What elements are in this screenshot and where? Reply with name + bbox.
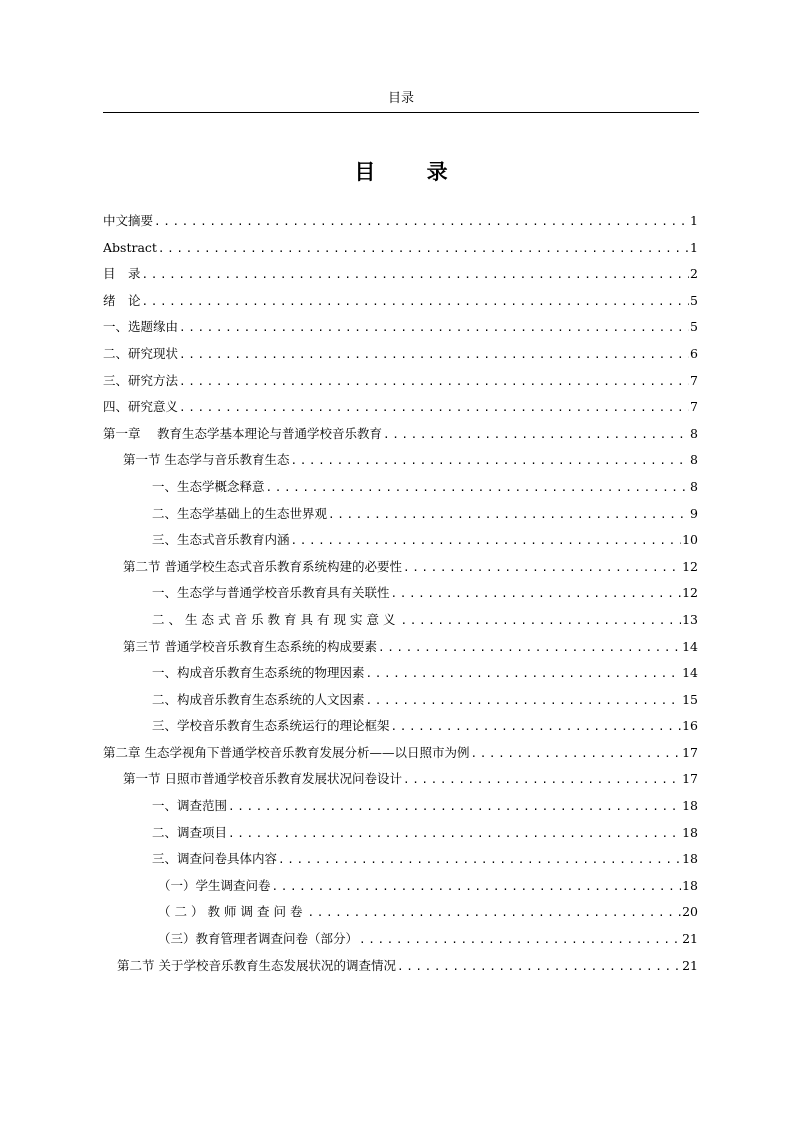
toc-entry-page-number: 10 xyxy=(682,532,698,548)
toc-entry[interactable] xyxy=(103,261,698,288)
toc-dot-leader xyxy=(179,315,689,341)
toc-title: 目 录 xyxy=(354,159,470,184)
toc-entry-label: 绪 论 xyxy=(103,292,141,308)
toc-entry-label: 三、学校音乐教育生态系统运行的理论框架 xyxy=(152,718,390,734)
toc-dot-leader xyxy=(266,475,690,501)
toc-dot-leader xyxy=(142,289,690,315)
toc-entry-page-number: 7 xyxy=(690,372,698,388)
toc-entry[interactable] xyxy=(103,527,698,554)
toc-entry-label: 三、调查问卷具体内容 xyxy=(152,851,278,867)
toc-entry[interactable] xyxy=(103,394,698,421)
toc-entry-page-number: 12 xyxy=(682,585,698,601)
toc-dot-leader xyxy=(401,608,682,634)
toc-entry[interactable] xyxy=(103,554,698,581)
toc-entry-page-number: 1 xyxy=(690,213,698,228)
toc-entry-label: 二、构成音乐教育生态系统的人文因素 xyxy=(152,691,365,707)
toc-entry-label: 第一章 教育生态学基本理论与普通学校音乐教育 xyxy=(103,425,382,441)
toc-entry-label: 二、生态学基础上的生态世界观 xyxy=(152,505,328,521)
toc-dot-leader xyxy=(470,741,681,767)
toc-dot-leader xyxy=(366,661,682,687)
toc-dot-leader xyxy=(158,236,689,262)
toc-entry-label: 目 录 xyxy=(103,266,141,282)
toc-entry-page-number: 9 xyxy=(690,505,698,521)
toc-dot-leader xyxy=(142,262,690,288)
toc-entry[interactable] xyxy=(103,926,698,953)
toc-entry-label: （三）教育管理者调查问卷（部分） xyxy=(158,931,359,947)
toc-entry[interactable] xyxy=(103,766,698,793)
toc-entry[interactable] xyxy=(103,607,698,634)
toc-dot-leader xyxy=(179,342,689,368)
toc-entry-label: 二、调查项目 xyxy=(152,824,228,840)
toc-entry-page-number: 8 xyxy=(690,425,698,441)
toc-dot-leader xyxy=(378,635,681,661)
toc-entry[interactable] xyxy=(103,368,698,395)
toc-entry-label: 第二章 生态学视角下普通学校音乐教育发展分析——以日照市为例 xyxy=(103,744,470,760)
toc-entry[interactable] xyxy=(103,288,698,315)
toc-entry-page-number: 15 xyxy=(682,691,698,707)
toc-entry-page-number: 8 xyxy=(690,452,698,468)
toc-dot-leader xyxy=(278,847,681,873)
toc-entry[interactable] xyxy=(103,341,698,368)
toc-entry-page-number: 12 xyxy=(682,558,698,574)
toc-entry-page-number: 5 xyxy=(690,292,698,308)
toc-entry-label: 第一节 日照市普通学校音乐教育发展状况问卷设计 xyxy=(123,771,402,787)
toc-entry-label: （一）学生调查问卷 xyxy=(158,877,271,893)
toc-dot-leader xyxy=(228,794,681,820)
toc-entry-page-number: 14 xyxy=(682,638,698,654)
toc-entry-page-number: 18 xyxy=(682,824,698,840)
toc-dot-leader xyxy=(359,927,681,953)
toc-entry-label: 一、调查范围 xyxy=(152,798,228,814)
toc-entry-page-number: 18 xyxy=(682,877,698,893)
toc-entry-label: 一、构成音乐教育生态系统的物理因素 xyxy=(152,665,365,681)
toc-dot-leader xyxy=(383,422,689,448)
toc-entry-label: 中文摘要 xyxy=(103,213,154,228)
toc-entry-page-number: 5 xyxy=(690,319,698,335)
toc-entry-page-number: 21 xyxy=(682,931,698,947)
toc-entry[interactable] xyxy=(103,235,698,262)
toc-dot-leader xyxy=(391,581,682,607)
toc-entry[interactable] xyxy=(103,660,698,687)
running-header: 目录 xyxy=(387,91,414,106)
toc-entry-page-number: 8 xyxy=(690,478,698,494)
toc-entry[interactable] xyxy=(103,846,698,873)
header-rule xyxy=(103,112,699,113)
toc-entry-label: 四、研究意义 xyxy=(103,399,179,415)
toc-entry-label: 三、生态式音乐教育内涵 xyxy=(152,532,290,548)
toc-entry-label: 三、研究方法 xyxy=(103,372,179,388)
toc-entry-label: Abstract xyxy=(103,239,157,255)
toc-entry-label: 二、研究现状 xyxy=(103,345,179,361)
toc-dot-leader xyxy=(366,688,682,714)
toc-entry[interactable] xyxy=(103,634,698,661)
toc-entry[interactable] xyxy=(103,793,698,820)
toc-entry[interactable] xyxy=(103,501,698,528)
toc-entry[interactable] xyxy=(103,208,698,235)
toc-dot-leader xyxy=(308,900,682,926)
toc-entry-label: 第二节 关于学校音乐教育生态发展状况的调查情况 xyxy=(117,957,396,973)
toc-entry-page-number: 21 xyxy=(682,957,698,973)
toc-entry[interactable] xyxy=(103,421,698,448)
toc-dot-leader xyxy=(290,448,689,474)
toc-entry-page-number: 7 xyxy=(690,399,698,415)
toc-entry-label: 一、生态学与普通学校音乐教育具有关联性 xyxy=(152,585,390,601)
toc-entry-page-number: 20 xyxy=(682,904,698,920)
toc-dot-leader xyxy=(403,555,681,581)
toc-entry-label: 第三节 普通学校音乐教育生态系统的构成要素 xyxy=(123,638,377,654)
toc-entry[interactable] xyxy=(103,873,698,900)
toc-entry-page-number: 18 xyxy=(682,798,698,814)
toc-entry[interactable] xyxy=(103,687,698,714)
toc-entry-page-number: 6 xyxy=(690,345,698,361)
toc-dot-leader xyxy=(328,502,689,528)
toc-entry[interactable] xyxy=(103,953,698,980)
toc-dot-leader xyxy=(403,767,681,793)
toc-entry-page-number: 2 xyxy=(690,266,698,282)
toc-entry[interactable] xyxy=(103,474,698,501)
toc-entry[interactable] xyxy=(103,447,698,474)
toc-entry-label: （二）教师调查问卷 xyxy=(158,904,307,920)
toc-dot-leader xyxy=(291,528,682,554)
toc-entry-page-number: 17 xyxy=(682,744,698,760)
toc-entry[interactable] xyxy=(103,899,698,926)
toc-entry-page-number: 14 xyxy=(682,665,698,681)
toc-entry[interactable] xyxy=(103,820,698,847)
toc-entry-page-number: 16 xyxy=(682,718,698,734)
toc-entry-label: 第二节 普通学校生态式音乐教育系统构建的必要性 xyxy=(123,558,402,574)
toc-dot-leader xyxy=(179,395,689,421)
toc-entry[interactable] xyxy=(103,314,698,341)
toc-entry-page-number: 17 xyxy=(682,771,698,787)
table-of-contents xyxy=(103,208,698,979)
toc-entry-page-number: 13 xyxy=(682,611,698,627)
toc-entry-label: 一、选题缘由 xyxy=(103,319,179,335)
toc-entry-page-number: 18 xyxy=(682,851,698,867)
toc-dot-leader xyxy=(391,714,682,740)
toc-dot-leader xyxy=(397,954,681,980)
toc-entry[interactable] xyxy=(103,713,698,740)
toc-entry[interactable] xyxy=(103,580,698,607)
toc-dot-leader xyxy=(272,874,682,900)
toc-dot-leader xyxy=(154,209,689,235)
toc-entry-page-number: 1 xyxy=(690,239,698,255)
toc-entry-label: 二、生态式音乐教育具有现实意义 xyxy=(152,611,400,627)
toc-dot-leader xyxy=(228,821,681,847)
toc-entry-label: 一、生态学概念释意 xyxy=(152,478,265,494)
toc-entry-label: 第一节 生态学与音乐教育生态 xyxy=(123,452,290,468)
toc-dot-leader xyxy=(179,369,689,395)
toc-entry[interactable] xyxy=(103,740,698,767)
